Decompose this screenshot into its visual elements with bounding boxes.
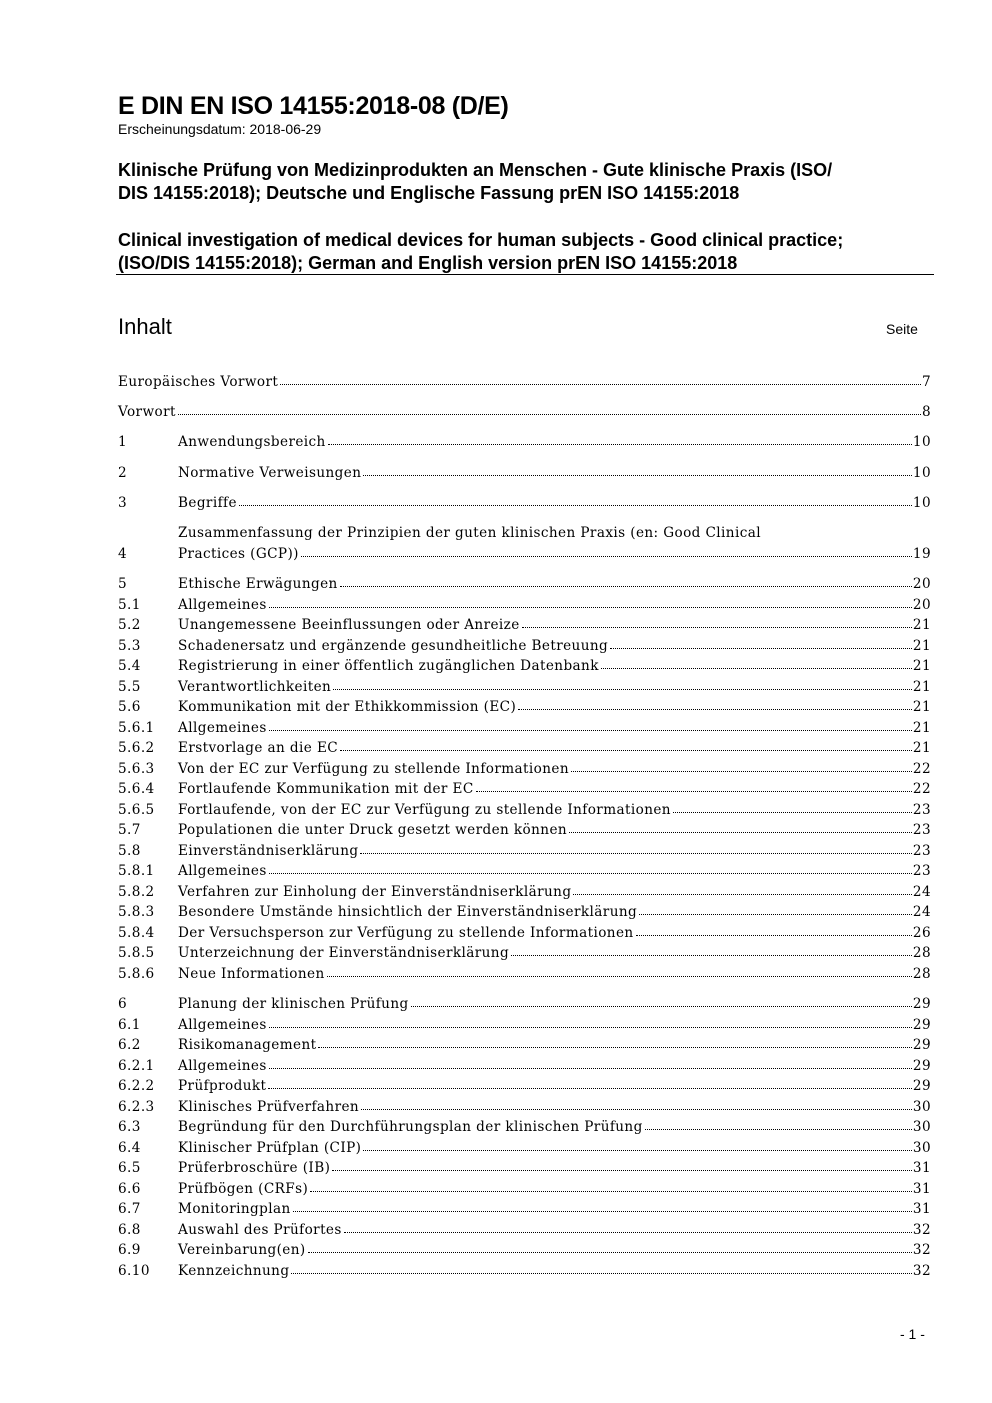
toc-entry-title: Einverständniserklärung	[178, 843, 359, 859]
german-title	[118, 159, 832, 205]
toc-dot-leader	[308, 1252, 912, 1253]
toc-entry-title: Unterzeichnung der Einverständniserklärung	[178, 945, 510, 961]
document-id: E DIN EN ISO 14155:2018-08 (D/E)	[118, 92, 509, 120]
toc-dot-leader	[269, 1068, 912, 1069]
toc-entry-page: 21	[912, 679, 931, 695]
toc-entry-page: 31	[912, 1181, 931, 1197]
toc-entry-number: 5.8.3	[118, 904, 155, 920]
toc-entry-number: 6.2.1	[118, 1058, 155, 1074]
toc-entry-title: Risikomanagement	[178, 1037, 317, 1053]
toc-entry-number: 5.8.4	[118, 925, 155, 941]
toc-entry-title: Schadenersatz und ergänzende gesundheitliche Betreuung	[178, 638, 609, 654]
toc-entry-title: Allgemeines	[178, 597, 267, 613]
toc-entry-title: Ethische Erwägungen	[178, 576, 338, 592]
toc-entry-title: Begründung für den Durchführungsplan der klinischen Prüfung	[178, 1119, 643, 1135]
toc-dot-leader	[332, 1170, 912, 1171]
toc-dot-leader	[293, 1211, 912, 1212]
toc-entry[interactable]	[118, 1220, 931, 1240]
toc-entry-number: 1	[118, 434, 128, 450]
toc-entry[interactable]	[118, 718, 931, 738]
toc-dot-leader	[269, 1027, 912, 1028]
toc-entry-number: 5	[118, 576, 128, 592]
toc-entry[interactable]	[118, 1179, 931, 1199]
toc-entry-number: 5.8.5	[118, 945, 155, 961]
toc-dot-leader	[269, 730, 912, 731]
toc-entry-number: 5.8.1	[118, 863, 155, 879]
toc-entry[interactable]	[118, 636, 931, 656]
toc-entry-number: 6.1	[118, 1017, 141, 1033]
toc-entry[interactable]	[118, 1261, 931, 1281]
toc-dot-leader	[280, 384, 921, 385]
toc-entry[interactable]	[118, 1117, 931, 1137]
toc-entry-title: Der Versuchsperson zur Verfügung zu stellende Informationen	[178, 925, 634, 941]
toc-entry[interactable]	[118, 994, 931, 1014]
toc-entry-title: Normative Verweisungen	[178, 465, 362, 481]
toc-entry-title: Allgemeines	[178, 1017, 267, 1033]
toc-entry-title: Verantwortlichkeiten	[178, 679, 332, 695]
toc-entry[interactable]	[118, 820, 931, 840]
toc-entry-page: 10	[912, 495, 931, 511]
toc-dot-leader	[269, 873, 912, 874]
english-title-line-1: Clinical investigation of medical devices for human subjects - Good clinical practice;	[118, 230, 844, 250]
toc-dot-leader	[573, 894, 912, 895]
toc-entry-page: 29	[912, 1037, 931, 1053]
toc-entry-page: 8	[921, 404, 931, 420]
toc-entry-number: 6.10	[118, 1263, 150, 1279]
toc-entry-title: Neue Informationen	[178, 966, 325, 982]
toc-entry-number: 6.5	[118, 1160, 141, 1176]
toc-entry-page: 31	[912, 1201, 931, 1217]
toc-entry-number: 6.4	[118, 1140, 141, 1156]
toc-entry-title: Vorwort	[118, 404, 176, 420]
toc-entry-page: 30	[912, 1099, 931, 1115]
toc-entry[interactable]	[118, 841, 931, 861]
toc-entry[interactable]	[118, 544, 931, 564]
toc-entry-number: 5.2	[118, 617, 141, 633]
toc-entry[interactable]	[118, 372, 931, 392]
toc-entry-page: 29	[912, 996, 931, 1012]
toc-entry-page: 23	[912, 843, 931, 859]
toc-dot-leader	[328, 444, 912, 445]
toc-entry-number: 5.7	[118, 822, 141, 838]
toc-dot-leader	[318, 1047, 912, 1048]
toc-entry[interactable]	[118, 432, 931, 452]
toc-entry-number: 6.3	[118, 1119, 141, 1135]
toc-dot-leader	[411, 1006, 912, 1007]
toc-entry-number: 5.8.2	[118, 884, 155, 900]
toc-entry-page: 21	[912, 720, 931, 736]
toc-entry-page: 29	[912, 1017, 931, 1033]
toc-entry-number: 5.8	[118, 843, 141, 859]
toc-dot-leader	[360, 853, 912, 854]
toc-dot-leader	[476, 791, 912, 792]
toc-entry-title: Klinischer Prüfplan (CIP)	[178, 1140, 362, 1156]
toc-entry[interactable]	[118, 882, 931, 902]
toc-entry[interactable]	[118, 800, 931, 820]
toc-entry[interactable]	[118, 861, 931, 881]
toc-entry[interactable]	[118, 779, 931, 799]
toc-entry-page: 23	[912, 822, 931, 838]
toc-entry-page: 30	[912, 1119, 931, 1135]
toc-entry-page: 24	[912, 904, 931, 920]
toc-dot-leader	[636, 935, 912, 936]
toc-dot-leader	[178, 414, 921, 415]
toc-entry[interactable]	[118, 738, 931, 758]
toc-entry-number: 5.6.5	[118, 802, 155, 818]
toc-entry-number: 6	[118, 996, 128, 1012]
toc-entry-number: 5.6	[118, 699, 141, 715]
german-title-line-2: DIS 14155:2018); Deutsche und Englische Fassung prEN ISO 14155:2018	[118, 183, 740, 203]
toc-entry[interactable]	[118, 902, 931, 922]
toc-entry[interactable]	[118, 656, 931, 676]
toc-dot-leader	[268, 1088, 912, 1089]
toc-entry-title: Erstvorlage an die EC	[178, 740, 339, 756]
toc-entry-number: 4	[118, 546, 128, 562]
toc-entry-page: 20	[912, 576, 931, 592]
toc-entry-title: Planung der klinischen Prüfung	[178, 996, 409, 1012]
toc-dot-leader	[518, 709, 912, 710]
toc-entry-title: Anwendungsbereich	[178, 434, 326, 450]
toc-entry[interactable]	[118, 493, 931, 513]
toc-entry-title: Besondere Umstände hinsichtlich der Einverständniserklärung	[178, 904, 638, 920]
toc-entry-number: 6.2.2	[118, 1078, 155, 1094]
german-title-line-1: Klinische Prüfung von Medizinprodukten an Menschen - Gute klinische Praxis (ISO/	[118, 160, 833, 180]
toc-entry[interactable]	[118, 463, 931, 483]
toc-entry[interactable]	[118, 1015, 931, 1035]
toc-entry-title: Allgemeines	[178, 863, 267, 879]
toc-entry-page: 32	[912, 1263, 931, 1279]
toc-dot-leader	[639, 914, 912, 915]
toc-entry-title: Prüfprodukt	[178, 1078, 267, 1094]
toc-entry-page: 31	[912, 1160, 931, 1176]
toc-entry-title: Fortlaufende Kommunikation mit der EC	[178, 781, 474, 797]
toc-entry-number: 3	[118, 495, 128, 511]
toc-entry-title: Prüferbroschüre (IB)	[178, 1160, 331, 1176]
toc-dot-leader	[645, 1129, 912, 1130]
toc-entry-page: 29	[912, 1078, 931, 1094]
toc-dot-leader	[340, 586, 912, 587]
toc-entry-page: 28	[912, 945, 931, 961]
toc-entry-number: 5.3	[118, 638, 141, 654]
toc-entry-number: 5.6.1	[118, 720, 155, 736]
toc-entry[interactable]	[118, 923, 931, 943]
toc-entry[interactable]	[118, 1035, 931, 1055]
toc-entry-page: 22	[912, 781, 931, 797]
toc-entry-number: 5.8.6	[118, 966, 155, 982]
toc-entry-page: 22	[912, 761, 931, 777]
toc-entry-page: 23	[912, 863, 931, 879]
toc-dot-leader	[569, 832, 912, 833]
toc-entry[interactable]	[118, 1056, 931, 1076]
toc-entry-page: 30	[912, 1140, 931, 1156]
toc-entry-number: 2	[118, 465, 128, 481]
toc-dot-leader	[333, 689, 912, 690]
toc-dot-leader	[511, 955, 912, 956]
toc-entry-page: 20	[912, 597, 931, 613]
toc-dot-leader	[340, 750, 912, 751]
toc-entry-page: 29	[912, 1058, 931, 1074]
toc-entry-number: 5.6.4	[118, 781, 155, 797]
toc-entry[interactable]	[118, 759, 931, 779]
toc-dot-leader	[327, 976, 912, 977]
toc-entry-number: 5.6.2	[118, 740, 155, 756]
toc-dot-leader	[269, 607, 912, 608]
toc-dot-leader	[522, 627, 912, 628]
toc-entry-page: 26	[912, 925, 931, 941]
toc-entry[interactable]	[118, 1076, 931, 1096]
toc-dot-leader	[344, 1232, 912, 1233]
toc-dot-leader	[673, 812, 912, 813]
toc-entry-title: Vereinbarung(en)	[178, 1242, 306, 1258]
toc-entry-number: 5.6.3	[118, 761, 155, 777]
toc-entry-title: Von der EC zur Verfügung zu stellende Informationen	[178, 761, 569, 777]
toc-entry-number: 6.8	[118, 1222, 141, 1238]
toc-page-column-label: Seite	[886, 321, 918, 337]
toc-entry[interactable]	[118, 615, 931, 635]
toc-entry-title: Populationen die unter Druck gesetzt werden können	[178, 822, 568, 838]
toc-entry-title: Unangemessene Beeinflussungen oder Anreize	[178, 617, 520, 633]
toc-entry-page: 7	[921, 374, 931, 390]
toc-entry-page: 10	[912, 434, 931, 450]
toc-dot-leader	[291, 1273, 912, 1274]
toc-dot-leader	[363, 475, 912, 476]
page-number: - 1 -	[900, 1326, 925, 1342]
toc-entry-title: Prüfbögen (CRFs)	[178, 1181, 309, 1197]
toc-entry-title: Verfahren zur Einholung der Einverständniserklärung	[178, 884, 572, 900]
toc-entry-title: Practices (GCP))	[178, 546, 299, 562]
toc-entry[interactable]	[118, 595, 931, 615]
toc-entry[interactable]	[118, 964, 931, 984]
toc-entry-page: 19	[912, 546, 931, 562]
toc-entry-title: Monitoringplan	[178, 1201, 291, 1217]
toc-entry-page: 21	[912, 617, 931, 633]
toc-dot-leader	[361, 1109, 912, 1110]
toc-entry-page: 21	[912, 699, 931, 715]
toc-entry-page: 32	[912, 1242, 931, 1258]
toc-entry-title: Europäisches Vorwort	[118, 374, 279, 390]
toc-entry-title: Kennzeichnung	[178, 1263, 290, 1279]
toc-dot-leader	[301, 556, 912, 557]
toc-entry-page: 28	[912, 966, 931, 982]
header-divider	[116, 274, 934, 275]
toc-entry[interactable]	[118, 1158, 931, 1178]
toc-heading: Inhalt	[118, 314, 172, 339]
toc-entry-4-first-line: Zusammenfassung der Prinzipien der guten klinischen Praxis (en: Good Clinical	[178, 525, 761, 541]
toc-entry-number: 5.4	[118, 658, 141, 674]
toc-entry[interactable]	[118, 677, 931, 697]
toc-entry-number: 5.5	[118, 679, 141, 695]
toc-entry-number: 6.2	[118, 1037, 141, 1053]
toc-dot-leader	[610, 648, 912, 649]
toc-entry[interactable]	[118, 402, 931, 422]
toc-entry-page: 21	[912, 638, 931, 654]
toc-entry-number: 6.2.3	[118, 1099, 155, 1115]
publication-date: Erscheinungsdatum: 2018-06-29	[118, 121, 322, 137]
toc-entry[interactable]	[118, 943, 931, 963]
toc-entry-title: Klinisches Prüfverfahren	[178, 1099, 360, 1115]
toc-dot-leader	[571, 771, 912, 772]
toc-entry-page: 32	[912, 1222, 931, 1238]
toc-entry-title: Fortlaufende, von der EC zur Verfügung zu stellende Informationen	[178, 802, 671, 818]
toc-dot-leader	[363, 1150, 912, 1151]
toc-entry-title: Allgemeines	[178, 1058, 267, 1074]
toc-dot-leader	[310, 1191, 912, 1192]
toc-entry[interactable]	[118, 1097, 931, 1117]
toc-entry-title: Begriffe	[178, 495, 237, 511]
toc-entry-page: 10	[912, 465, 931, 481]
toc-entry-title: Allgemeines	[178, 720, 267, 736]
toc-entry-title: Registrierung in einer öffentlich zugänglichen Datenbank	[178, 658, 599, 674]
toc-entry-title: Auswahl des Prüfortes	[178, 1222, 342, 1238]
toc-entry[interactable]	[118, 574, 931, 594]
toc-entry-number: 6.7	[118, 1201, 141, 1217]
toc-entry[interactable]	[118, 1199, 931, 1219]
toc-entry[interactable]	[118, 1240, 931, 1260]
toc-entry-number: 6.6	[118, 1181, 141, 1197]
toc-entry-page: 23	[912, 802, 931, 818]
english-title-line-2: (ISO/DIS 14155:2018); German and English version prEN ISO 14155:2018	[118, 253, 738, 273]
toc-entry[interactable]	[118, 697, 931, 717]
toc-entry-page: 21	[912, 740, 931, 756]
toc-entry-page: 21	[912, 658, 931, 674]
toc-entry[interactable]	[118, 1138, 931, 1158]
english-title	[118, 229, 843, 275]
toc-entry-title: Kommunikation mit der Ethikkommission (EC)	[178, 699, 517, 715]
toc-dot-leader	[239, 505, 912, 506]
toc-dot-leader	[601, 668, 912, 669]
toc-entry-number: 6.9	[118, 1242, 141, 1258]
toc-entry-page: 24	[912, 884, 931, 900]
toc-entry-number: 5.1	[118, 597, 141, 613]
